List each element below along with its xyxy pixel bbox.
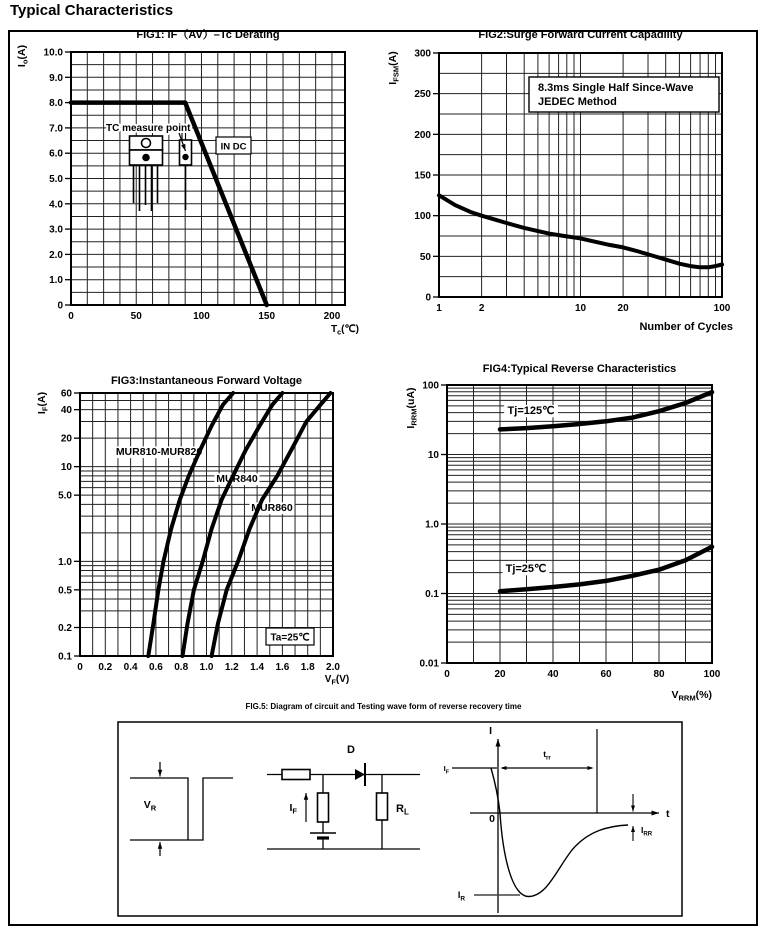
svg-text:250: 250 <box>414 89 431 101</box>
svg-text:IR: $I_R$ <box>457 890 465 903</box>
svg-text:0: 0 <box>57 300 63 312</box>
svg-text:2.0: 2.0 <box>326 662 340 673</box>
svg-text:0.8: 0.8 <box>174 662 189 673</box>
svg-text:10: 10 <box>60 462 72 474</box>
svg-text:IRRM(uA): $I_{RRM}(uA)$ <box>405 387 419 429</box>
svg-text:6.0: 6.0 <box>49 148 63 160</box>
svg-text:IF: $I_F$ <box>289 802 297 816</box>
svg-text:0.6: 0.6 <box>148 662 163 673</box>
svg-text:MUR810-MUR820: MUR810-MUR820 <box>115 446 203 458</box>
svg-text:TC measure point: TC measure point <box>106 123 191 134</box>
svg-text:20: 20 <box>494 669 506 680</box>
svg-text:20: 20 <box>617 303 629 314</box>
fig2-title: FIG2:Surge Forward Current Capadility <box>478 29 683 41</box>
svg-text:IF(A): $I_F(A)$ <box>36 391 50 415</box>
svg-text:100: 100 <box>193 311 210 322</box>
svg-text:5.0: 5.0 <box>49 174 63 185</box>
svg-text:0.4: 0.4 <box>123 662 138 673</box>
svg-text:150: 150 <box>258 311 276 322</box>
svg-text:10: 10 <box>574 303 587 314</box>
svg-text:10: 10 <box>427 450 439 461</box>
svg-text:Tj=125℃: Tj=125℃ <box>507 405 555 417</box>
svg-text:1.2: 1.2 <box>224 662 239 673</box>
fig1-plot <box>16 45 359 337</box>
svg-text:10.0: 10.0 <box>43 47 63 59</box>
svg-text:4.0: 4.0 <box>49 199 63 211</box>
svg-text:3.0: 3.0 <box>49 224 63 236</box>
svg-text:JEDEC Method: JEDEC Method <box>538 96 617 108</box>
svg-text:0: 0 <box>77 662 83 673</box>
svg-text:1.0: 1.0 <box>49 275 63 287</box>
svg-text:1.6: 1.6 <box>275 662 290 673</box>
svg-text:1.4: 1.4 <box>250 662 265 673</box>
svg-text:300: 300 <box>414 48 431 60</box>
svg-text:50: 50 <box>419 251 431 263</box>
svg-text:5.0: 5.0 <box>58 490 72 502</box>
svg-text:0.2: 0.2 <box>98 662 113 673</box>
fig2-plot <box>387 49 733 334</box>
fig4-plot <box>405 381 721 703</box>
svg-text:0.5: 0.5 <box>58 585 72 597</box>
svg-text:1.0: 1.0 <box>58 556 72 568</box>
fig4-title: FIG4:Typical Reverse Characteristics <box>482 363 677 375</box>
svg-text:0.2: 0.2 <box>58 623 72 635</box>
svg-text:20: 20 <box>60 433 72 445</box>
svg-text:0: 0 <box>444 669 450 680</box>
svg-text:9.0: 9.0 <box>49 72 63 84</box>
svg-text:IFSM(A): $I_{FSM}(A)$ <box>387 51 401 85</box>
svg-text:trr: $t_{rr}$ <box>543 749 551 762</box>
svg-text:VRRM(%): $V_{RRM}(\%)$ <box>671 689 712 703</box>
svg-text:Tc(℃): $T_c(℃)$ <box>331 324 359 337</box>
fig1-title: FIG1: IF（AV）–Tc Derating <box>136 29 280 41</box>
svg-text:0: 0 <box>425 292 431 304</box>
svg-text:Io(A): $I_o(A)$ <box>16 44 30 68</box>
svg-text:50: 50 <box>130 311 142 322</box>
svg-text:Ta=25℃: Ta=25℃ <box>270 632 310 644</box>
svg-text:8.0: 8.0 <box>49 98 63 110</box>
svg-text:IF: $I_F$ <box>443 764 449 776</box>
svg-text:IRR: $I_{RR}$ <box>641 825 653 838</box>
svg-text:8.3ms Single Half Since-Wave: 8.3ms Single Half Since-Wave <box>538 82 694 94</box>
svg-text:RL: $R_L$ <box>396 803 409 817</box>
svg-text:1: 1 <box>436 303 442 314</box>
svg-text:IN DC: IN DC <box>220 141 247 153</box>
svg-text:0: 0 <box>68 311 74 322</box>
svg-text:D: D <box>347 744 355 756</box>
svg-text:2.0: 2.0 <box>49 249 63 261</box>
svg-text:t: t <box>666 808 670 820</box>
svg-text:0.1: 0.1 <box>425 589 439 600</box>
svg-text:1.0: 1.0 <box>199 662 214 673</box>
svg-text:1.8: 1.8 <box>300 662 315 673</box>
svg-text:VF(V): $V_F(V)$ <box>324 674 350 687</box>
svg-text:VR: $V_R$ <box>143 799 157 813</box>
svg-text:1.0: 1.0 <box>425 519 439 531</box>
fig3-plot <box>36 389 349 687</box>
svg-text:150: 150 <box>414 170 431 182</box>
svg-text:MUR860: MUR860 <box>251 502 293 514</box>
fig5-caption: FIG.5: Diagram of circuit and Testing wave form of reverse recovery time <box>245 702 522 711</box>
svg-text:MUR840: MUR840 <box>216 473 258 485</box>
svg-text:40: 40 <box>547 669 559 680</box>
svg-text:Tj=25℃: Tj=25℃ <box>505 563 547 575</box>
svg-text:I: I <box>489 725 492 737</box>
fig5-diagram <box>118 722 682 916</box>
svg-text:0.1: 0.1 <box>58 651 72 663</box>
fig3-title: FIG3:Instantaneous Forward Voltage <box>110 375 303 387</box>
svg-text:7.0: 7.0 <box>49 123 63 135</box>
svg-text:100: 100 <box>703 669 721 680</box>
svg-text:2: 2 <box>478 303 485 314</box>
svg-text:200: 200 <box>414 129 431 141</box>
svg-text:100: 100 <box>422 380 439 392</box>
svg-text:80: 80 <box>653 669 665 680</box>
svg-text:100: 100 <box>713 303 731 314</box>
svg-text:60: 60 <box>600 669 612 680</box>
svg-text:Number of Cycles: Number of Cycles <box>639 321 733 333</box>
svg-text:0.01: 0.01 <box>419 658 439 670</box>
svg-text:60: 60 <box>60 388 72 400</box>
svg-text:200: 200 <box>323 311 341 322</box>
svg-text:0: 0 <box>489 813 495 825</box>
svg-text:40: 40 <box>60 405 72 417</box>
svg-text:100: 100 <box>414 211 431 223</box>
page-title: Typical Characteristics <box>10 2 174 19</box>
